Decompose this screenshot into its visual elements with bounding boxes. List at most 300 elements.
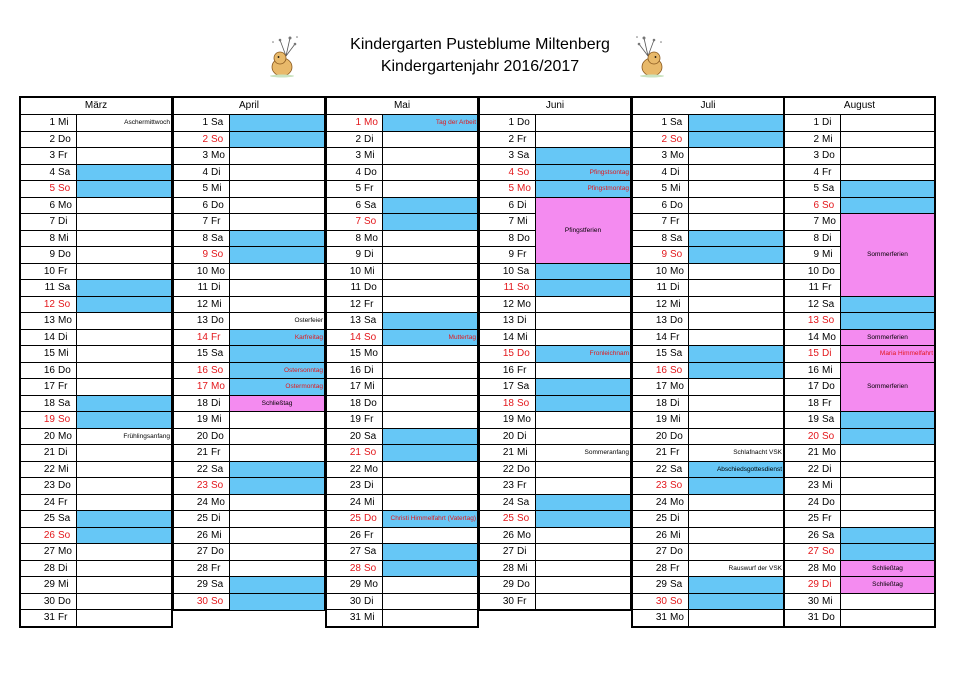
weekday: Fr [364,183,374,194]
day-row[interactable] [21,544,171,561]
day-number: 13 [43,315,55,326]
day-note-cell [688,214,783,230]
day-note-cell [535,297,630,313]
day-row[interactable] [327,346,477,363]
day-number: 24 [196,496,208,508]
day-number: 3 [49,150,55,161]
day-row[interactable] [633,198,783,215]
day-row[interactable] [633,132,783,149]
day-row[interactable] [633,297,783,314]
day-row[interactable] [633,495,783,512]
day-number: 5 [355,183,361,194]
day-number: 16 [655,364,667,376]
day-row[interactable] [174,379,324,396]
day-row[interactable] [327,379,477,396]
day-row[interactable] [633,462,783,479]
day-note-cell [840,511,934,527]
weekday: Mi [364,612,375,623]
day-row[interactable] [480,544,630,561]
day-row[interactable] [174,363,324,380]
day-note-cell [688,297,783,313]
day-row[interactable] [327,412,477,429]
day-number: 10 [196,265,208,277]
weekday: Mi [58,579,69,590]
weekday: So [822,199,835,211]
day-number: 20 [196,430,208,442]
day-row[interactable] [480,561,630,578]
day-note-cell [688,363,783,379]
day-row[interactable] [633,561,783,578]
day-row[interactable] [327,313,477,330]
day-note-cell [688,610,783,627]
day-row[interactable] [327,462,477,479]
day-row[interactable] [480,280,630,297]
day-row[interactable] [633,544,783,561]
day-row[interactable] [174,412,324,429]
day-row[interactable] [480,363,630,380]
day-row[interactable] [785,148,934,165]
day-row[interactable] [480,115,630,132]
day-row[interactable] [21,429,171,446]
day-number: 6 [49,199,55,211]
day-row[interactable] [480,297,630,314]
day-number: 17 [349,381,361,392]
holiday-block [840,362,934,413]
day-row[interactable] [21,379,171,396]
day-row[interactable] [480,313,630,330]
weekday: Sa [364,315,377,326]
day-note-cell [840,561,934,577]
day-row[interactable] [633,165,783,182]
day-row[interactable] [785,511,934,528]
day-row[interactable] [785,330,934,347]
day-number: 5 [508,183,514,194]
day-number: 25 [349,513,361,524]
day-row[interactable] [174,478,324,495]
day-row[interactable] [21,346,171,363]
weekday: Sa [670,117,683,128]
day-row[interactable] [633,346,783,363]
weekday: So [517,513,530,524]
day-row[interactable] [327,280,477,297]
day-row[interactable] [785,165,934,182]
day-row[interactable] [327,132,477,149]
day-row[interactable] [785,181,934,198]
day-row[interactable] [174,495,324,512]
day-row[interactable] [785,445,934,462]
day-note-cell [229,544,324,560]
day-number: 22 [196,463,208,475]
weekday: Di [822,232,832,244]
day-number: 30 [502,595,514,607]
day-number: 2 [355,133,361,145]
day-number: 4 [355,166,361,178]
day-row[interactable] [480,264,630,281]
weekday: Fr [211,331,221,343]
day-row[interactable] [785,115,934,132]
day-row[interactable] [480,478,630,495]
day-row[interactable] [21,561,171,578]
day-note-cell [535,462,630,478]
day-number: 16 [502,364,514,376]
day-row[interactable] [633,396,783,413]
day-row[interactable] [633,478,783,495]
day-note-cell [688,511,783,527]
day-row[interactable] [480,165,630,182]
day-note-cell [229,181,324,197]
day-row[interactable] [21,214,171,231]
day-row[interactable] [785,528,934,545]
weekday: Mi [517,447,528,458]
day-number: 11 [44,282,55,293]
day-note-cell [382,346,477,362]
day-row[interactable] [327,198,477,215]
day-row[interactable] [633,429,783,446]
day-number: 18 [196,397,208,409]
day-row[interactable] [21,165,171,182]
day-row[interactable] [785,594,934,611]
weekday: Do [517,232,530,244]
day-row[interactable] [21,462,171,479]
day-row[interactable] [21,594,171,611]
weekday: Sa [670,232,683,244]
day-row[interactable] [633,528,783,545]
day-number: 12 [655,298,667,310]
day-note-cell [382,165,477,181]
day-number: 16 [43,364,55,376]
day-row[interactable] [633,280,783,297]
day-note-cell [382,280,477,296]
day-note-cell [76,528,171,544]
day-row[interactable] [785,478,934,495]
day-row[interactable] [785,297,934,314]
day-note-cell [229,132,324,148]
day-row[interactable] [174,148,324,165]
day-number: 10 [807,265,819,277]
day-row[interactable] [21,148,171,165]
day-row[interactable] [174,561,324,578]
day-row[interactable] [21,247,171,264]
day-row[interactable] [174,115,324,132]
day-number: 18 [349,397,361,409]
day-number: 7 [508,216,514,227]
day-number: 22 [349,463,361,475]
month-column [325,96,479,628]
day-row[interactable] [633,214,783,231]
day-row[interactable] [785,412,934,429]
day-row[interactable] [480,577,630,594]
day-row[interactable] [174,181,324,198]
dandelion-mascot-icon [264,34,300,78]
day-row[interactable] [21,577,171,594]
day-row[interactable] [327,561,477,578]
day-row[interactable] [633,445,783,462]
weekday: Sa [211,117,224,128]
day-row[interactable] [480,462,630,479]
day-row[interactable] [21,478,171,495]
weekday: Di [517,315,527,326]
day-row[interactable] [480,412,630,429]
day-number: 21 [349,447,361,458]
day-row[interactable] [327,511,477,528]
day-number: 30 [43,595,55,607]
day-row[interactable] [480,511,630,528]
day-row[interactable] [785,346,934,363]
day-row[interactable] [21,198,171,215]
day-row[interactable] [174,330,324,347]
day-note-cell [382,445,477,461]
weekday: Fr [211,447,221,458]
day-row[interactable] [327,214,477,231]
weekday: Do [517,348,530,359]
weekday: Sa [670,463,683,475]
day-note-cell [76,577,171,593]
day-row[interactable] [480,132,630,149]
day-row[interactable] [174,231,324,248]
day-row[interactable] [327,478,477,495]
day-number: 4 [49,166,55,178]
day-row[interactable] [785,313,934,330]
day-row[interactable] [480,148,630,165]
day-number: 31 [807,612,819,623]
day-row[interactable] [633,610,783,627]
day-note-cell [76,181,171,197]
day-row[interactable] [327,610,477,627]
day-row[interactable] [21,363,171,380]
day-note-cell [688,445,783,461]
day-number: 8 [508,232,514,244]
day-number: 20 [502,430,514,442]
day-row[interactable] [785,429,934,446]
weekday: Do [211,315,224,326]
calendar-grid [19,96,936,628]
day-row[interactable] [174,594,324,611]
weekday: Fr [58,496,68,508]
day-row[interactable] [21,610,171,627]
day-row[interactable] [21,528,171,545]
weekday: Do [670,199,683,211]
day-note-cell [840,577,934,593]
day-row[interactable] [21,445,171,462]
day-row[interactable] [174,313,324,330]
day-row[interactable] [480,330,630,347]
day-row[interactable] [785,462,934,479]
day-note: Fronleichnam [589,350,629,357]
day-row[interactable] [174,577,324,594]
month-column [783,96,936,628]
day-row[interactable] [633,148,783,165]
day-number: 17 [43,381,55,392]
day-row[interactable] [174,198,324,215]
day-row[interactable] [633,330,783,347]
day-row[interactable] [633,264,783,281]
day-row[interactable] [633,379,783,396]
day-row[interactable] [174,396,324,413]
day-number: 14 [502,331,514,343]
day-row[interactable] [327,363,477,380]
holiday-block [840,213,934,297]
day-row[interactable] [327,330,477,347]
day-row[interactable] [327,148,477,165]
day-number: 23 [502,480,514,491]
weekday: Mi [364,265,375,277]
day-row[interactable] [21,297,171,314]
day-row[interactable] [21,396,171,413]
day-note-cell [76,412,171,428]
day-row[interactable] [633,363,783,380]
day-row[interactable] [21,330,171,347]
day-row[interactable] [480,346,630,363]
day-number: 15 [43,348,55,359]
day-row[interactable] [785,561,934,578]
day-row[interactable] [633,577,783,594]
weekday: Mo [822,562,836,574]
day-note-cell [535,594,630,611]
weekday: Do [822,381,835,392]
day-row[interactable] [327,264,477,281]
day-row[interactable] [174,297,324,314]
weekday: Mo [364,579,378,590]
day-row[interactable] [327,181,477,198]
day-row[interactable] [327,297,477,314]
day-row[interactable] [327,577,477,594]
day-row[interactable] [174,280,324,297]
day-row[interactable] [480,429,630,446]
day-number: 13 [655,315,667,326]
day-row[interactable] [633,594,783,611]
day-number: 28 [655,562,667,574]
day-row[interactable] [480,495,630,512]
holiday-block-label: Sommerferien [867,251,908,259]
day-row[interactable] [633,313,783,330]
day-row[interactable] [21,132,171,149]
day-row[interactable] [480,528,630,545]
day-row[interactable] [21,313,171,330]
day-row[interactable] [174,544,324,561]
day-note-cell [229,478,324,494]
day-note: Pfingstsontag [589,168,629,176]
day-row[interactable] [21,511,171,528]
day-row[interactable] [327,115,477,132]
weekday: Do [58,133,71,145]
day-number: 15 [502,348,514,359]
weekday: So [670,595,683,607]
day-row[interactable] [785,132,934,149]
day-number: 6 [355,199,361,211]
day-row[interactable] [21,280,171,297]
day-row[interactable] [327,396,477,413]
day-number: 4 [202,166,208,178]
day-row[interactable] [174,264,324,281]
day-note-cell [229,495,324,511]
day-note-cell [229,231,324,247]
day-row[interactable] [174,429,324,446]
day-note-cell [535,148,630,164]
day-row[interactable] [327,445,477,462]
weekday: Di [211,166,221,178]
day-note-cell [382,544,477,560]
day-row[interactable] [174,165,324,182]
day-number: 21 [43,447,55,458]
day-row[interactable] [327,231,477,248]
day-row[interactable] [633,181,783,198]
day-note-cell [840,544,934,560]
weekday: Mi [58,117,69,128]
weekday: So [670,480,683,491]
weekday: Do [58,480,71,491]
day-row[interactable] [327,165,477,182]
day-row[interactable] [327,594,477,611]
day-row[interactable] [174,445,324,462]
day-note-cell [382,478,477,494]
title-line-1: Kindergarten Pusteblume Miltenberg [350,36,610,53]
day-row[interactable] [633,247,783,264]
day-row[interactable] [174,132,324,149]
day-row[interactable] [785,198,934,215]
day-row[interactable] [21,495,171,512]
day-row[interactable] [21,264,171,281]
day-row[interactable] [785,577,934,594]
day-row[interactable] [174,462,324,479]
day-row[interactable] [480,181,630,198]
day-note-cell [688,594,783,610]
day-row[interactable] [633,231,783,248]
day-row[interactable] [174,214,324,231]
day-row[interactable] [633,115,783,132]
day-row[interactable] [21,181,171,198]
day-row[interactable] [327,544,477,561]
weekday: Mo [364,117,378,128]
day-note-cell [840,610,934,627]
day-number: 19 [807,414,819,425]
day-row[interactable] [785,495,934,512]
day-number: 15 [655,348,667,359]
day-row[interactable] [21,231,171,248]
day-row[interactable] [174,528,324,545]
day-row[interactable] [785,544,934,561]
day-row[interactable] [327,495,477,512]
day-row[interactable] [174,511,324,528]
day-row[interactable] [327,247,477,264]
day-row[interactable] [480,594,630,611]
day-number: 20 [807,430,819,442]
day-row[interactable] [327,528,477,545]
day-row[interactable] [174,346,324,363]
day-note-cell [688,280,783,296]
day-row[interactable] [480,445,630,462]
day-row[interactable] [480,396,630,413]
day-note: Tag der Arbeit [435,119,476,126]
day-row[interactable] [633,412,783,429]
weekday: Sa [364,430,377,442]
day-row[interactable] [480,379,630,396]
day-row[interactable] [785,610,934,627]
weekday: Mi [211,529,222,541]
day-note-cell [76,198,171,214]
day-row[interactable] [21,115,171,132]
month-header: Juni [480,98,630,115]
day-row[interactable] [174,247,324,264]
day-row[interactable] [327,429,477,446]
day-number: 21 [655,447,667,458]
day-number: 28 [196,562,208,574]
day-row[interactable] [633,511,783,528]
day-note-cell [229,165,324,181]
day-number: 16 [196,364,208,376]
day-number: 23 [655,480,667,491]
weekday: Do [364,513,377,524]
day-row[interactable] [21,412,171,429]
